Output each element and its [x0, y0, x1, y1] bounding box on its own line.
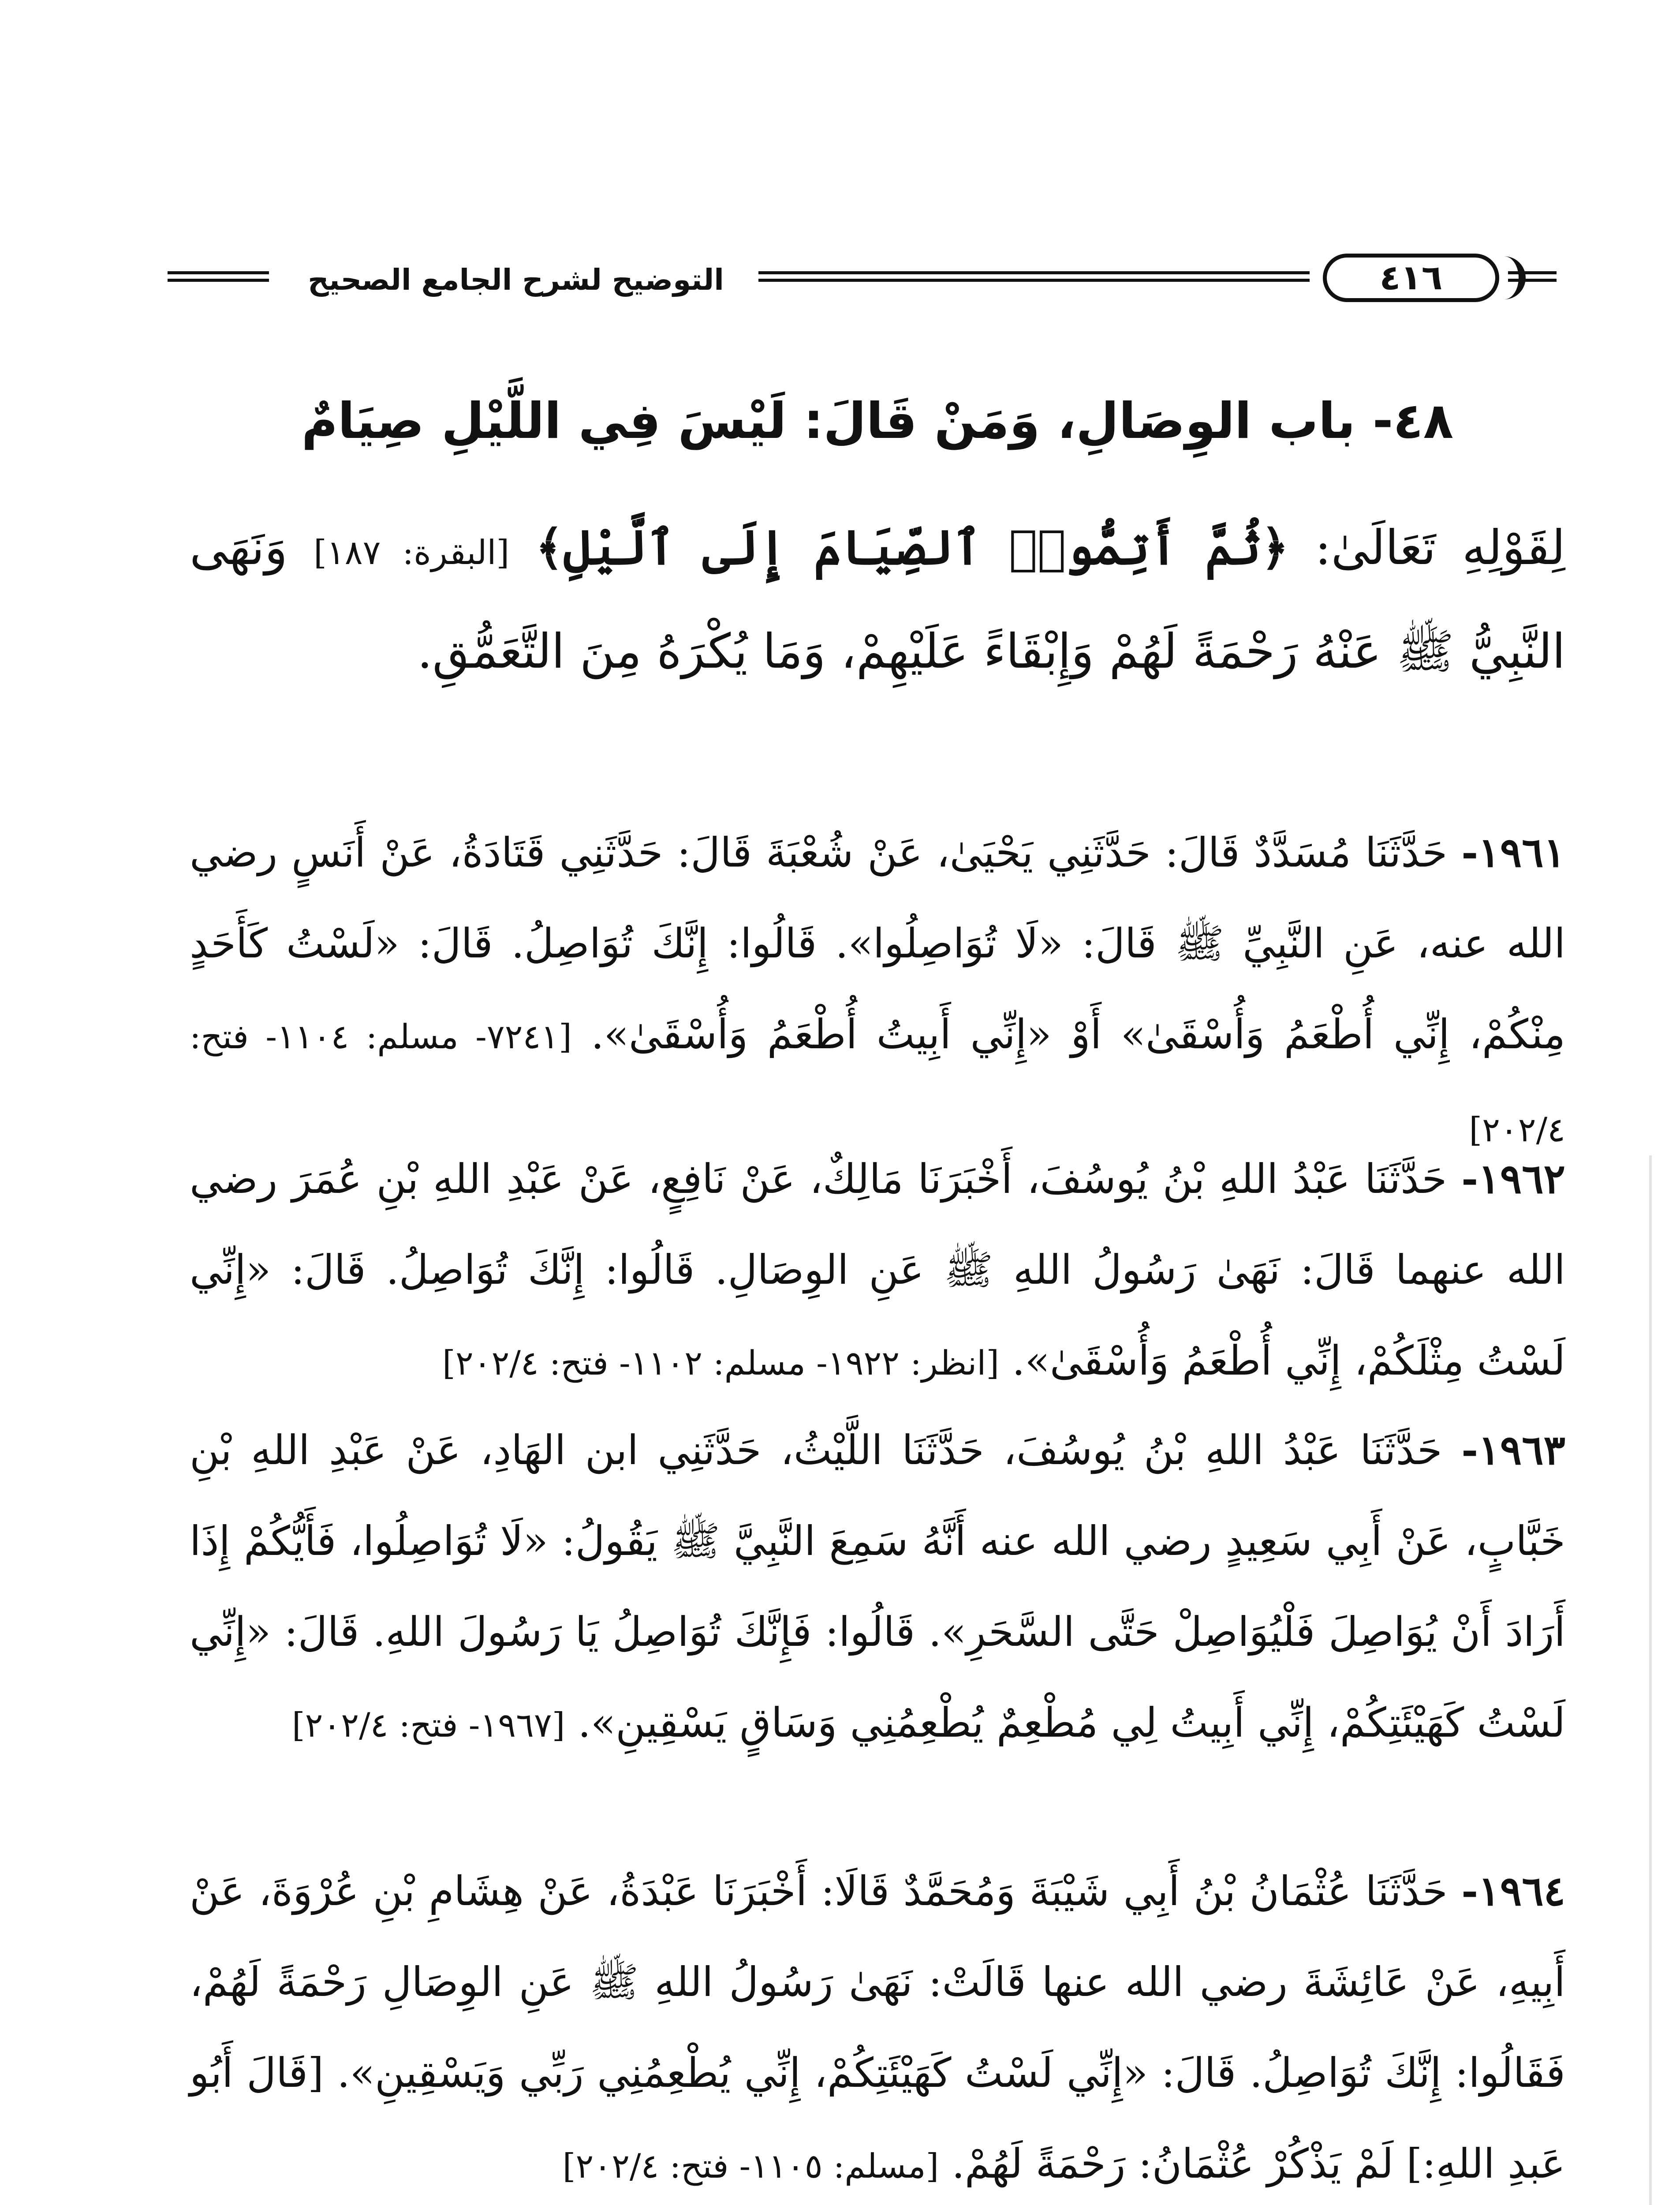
hadith-reference: [انظر: ١٩٢٢- مسلم: ١١٠٢- فتح: ٢٠٢/٤]	[442, 1343, 1000, 1383]
hadith-reference: [مسلم: ١١٠٥- فتح: ٢٠٢/٤]	[562, 2146, 939, 2186]
intro-lead: لِقَوْلِهِ تَعَالَىٰ:	[1315, 520, 1565, 576]
hadith-text: حَدَّثَنَا عَبْدُ اللهِ بْنُ يُوسُفَ، أَخْبَرَنَا مَالِكٌ، عَنْ نَافِعٍ، عَنْ عَبْدِ اللهِ بْنِ عُمَرَ رضي الله عنهما قَالَ: نَهَىٰ رَسُولُ اللهِ ﷺ عَنِ الوِصَالِ. قَالُوا: إِنَّكَ تُوَاصِلُ. قَالَ: «إِنِّي لَسْتُ مِثْلَكُمْ، إِنِّي أُطْعَمُ وَأُسْقَىٰ».	[190, 1155, 1565, 1384]
intro-text: وَنَهَى النَّبِيُّ ﷺ عَنْهُ رَحْمَةً لَهُمْ وَإِبْقَاءً عَلَيْهِمْ، وَمَا يُكْرَهُ مِنَ التَّعَمُّقِ.	[190, 520, 1565, 679]
book-title: التوضيح لشرح الجامع الصحيح	[308, 263, 724, 297]
hadith-number: ١٩٦٤-	[1461, 1867, 1566, 1915]
page-number: ٤١٦	[1323, 254, 1499, 302]
scan-margin-line	[1649, 1155, 1652, 2205]
hadith-1963	[190, 1405, 1565, 1771]
header-rule-middle	[758, 271, 1310, 282]
hadith-1961	[190, 807, 1565, 1175]
quran-reference: [البقرة: ١٨٧]	[314, 533, 510, 572]
chapter-heading: ٤٨- باب الوِصَالِ، وَمَنْ قَالَ: لَيْسَ فِي اللَّيْلِ صِيَامٌ	[301, 392, 1454, 450]
running-header	[168, 254, 1557, 306]
hadith-1962	[190, 1133, 1565, 1409]
hadith-number: ١٩٦١-	[1461, 829, 1565, 876]
hadith-1964	[190, 1846, 1565, 2205]
chapter-intro	[190, 498, 1565, 701]
hadith-text: حَدَّثَنَا عُثْمَانُ بْنُ أَبِي شَيْبَةَ وَمُحَمَّدٌ قَالَا: أَخْبَرَنَا عَبْدَةُ، عَنْ هِشَامِ بْنِ عُرْوَةَ، عَنْ أَبِيهِ، عَنْ عَائِشَةَ رضي الله عنها قَالَتْ: نَهَىٰ رَسُولُ اللهِ ﷺ عَنِ الوِصَالِ رَحْمَةً لَهُمْ، فَقَالُوا: إِنَّكَ تُوَاصِلُ. قَالَ: «إِنِّي لَسْتُ كَهَيْئَتِكُمْ، إِنِّي يُطْعِمُنِي رَبِّي وَيَسْقِينِ». [قَالَ أَبُو عَبدِ اللهِ:] لَمْ يَذْكُرْ عُثْمَانُ: رَحْمَةً لَهُمْ.	[190, 1868, 1565, 2187]
hadith-text: حَدَّثَنَا عَبْدُ اللهِ بْنُ يُوسُفَ، حَدَّثَنَا اللَّيْثُ، حَدَّثَنِي ابن الهَادِ، عَنْ عَبْدِ اللهِ بْنِ خَبَّابٍ، عَنْ أَبِي سَعِيدٍ رضي الله عنه أَنَّهُ سَمِعَ النَّبِيَّ ﷺ يَقُولُ: «لَا تُوَاصِلُوا، فَأَيُّكُمْ إِذَا أَرَادَ أَنْ يُوَاصِلَ فَلْيُوَاصِلْ حَتَّى السَّحَرِ». قَالُوا: فَإِنَّكَ تُوَاصِلُ يَا رَسُولَ اللهِ. قَالَ: «إِنِّي لَسْتُ كَهَيْئَتِكُمْ، إِنِّي أَبِيتُ لِي مُطْعِمٌ يُطْعِمُنِي وَسَاقٍ يَسْقِينِ».	[190, 1427, 1566, 1746]
hadith-text: حَدَّثَنَا مُسَدَّدٌ قَالَ: حَدَّثَنِي يَحْيَىٰ، عَنْ شُعْبَةَ قَالَ: حَدَّثَنِي قَتَادَةُ، عَنْ أَنَسٍ رضي الله عنه، عَنِ النَّبِيِّ ﷺ قَالَ: «لَا تُوَاصِلُوا». قَالُوا: إِنَّكَ تُوَاصِلُ. قَالَ: «لَسْتُ كَأَحَدٍ مِنْكُمْ، إِنِّي أُطْعَمُ وَأُسْقَىٰ» أَوْ «إِنِّي أَبِيتُ أُطْعَمُ وَأُسْقَىٰ».	[190, 829, 1565, 1058]
hadith-number: ١٩٦٢-	[1461, 1155, 1565, 1203]
header-rule-right	[1508, 271, 1557, 282]
quran-verse: ﴿ثُمَّ أَتِمُّوا۟ ٱلصِّيَامَ إِلَى ٱلَّيْلِ﴾	[535, 520, 1289, 576]
hadith-number: ١٩٦٣-	[1461, 1426, 1565, 1474]
header-rule-left	[168, 271, 269, 282]
hadith-reference: [٧٢٤١- مسلم: ١١٠٤- فتح: ٢٠٢/٤]	[190, 1017, 1565, 1149]
hadith-reference: [١٩٦٧- فتح: ٢٠٢/٤]	[291, 1705, 565, 1745]
